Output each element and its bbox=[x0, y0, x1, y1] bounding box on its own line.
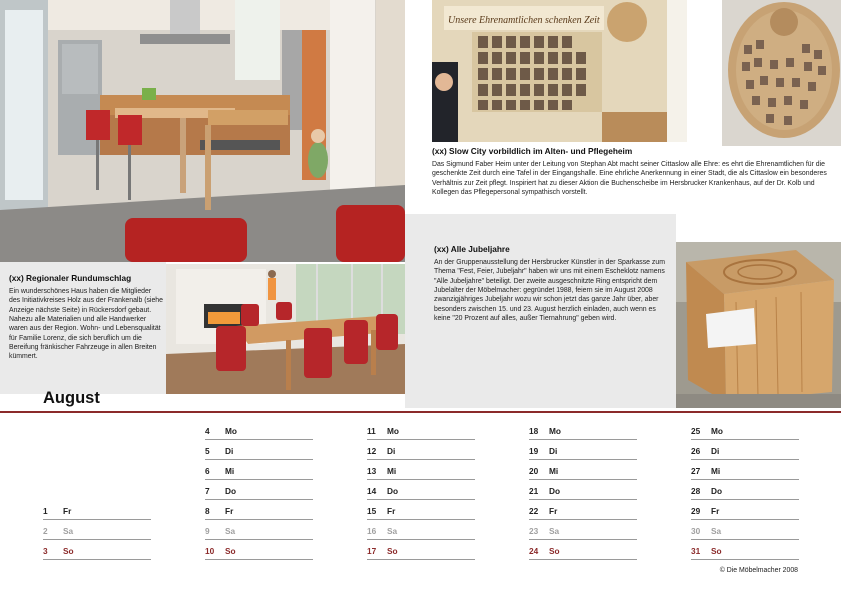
weekday-label: Fr bbox=[63, 506, 72, 516]
weekday-label: Do bbox=[387, 486, 399, 496]
day-number: 7 bbox=[205, 486, 210, 496]
calendar-day bbox=[205, 440, 313, 460]
day-number: 5 bbox=[205, 446, 210, 456]
weekday-label: Sa bbox=[711, 526, 722, 536]
day-number: 22 bbox=[529, 506, 539, 516]
day-number: 30 bbox=[691, 526, 701, 536]
article-body: An der Gruppenausstellung der Hersbrucker Künstler in der Sparkasse zum Thema "Fest, Feier, Jubeljahr" haben wir uns mit einem Escheklotz namens "Alle Jubeljahre" beteiligt. Der zweite ausgeschnitzte Ring entspricht dem Jubelalter der Möbelmacher: gegründet 1988, feiern sie im August 2008 zwanzigjähriges Jubeljahr wozu wir schon jetzt das ganze Jahr über, aber besonders zwischen 15. und 23. August herzlich einladen, auch wenn es keine "20 Prozent auf alles, außer Tiernahrung" geben wird. bbox=[434, 259, 665, 322]
weekday-label: Mo bbox=[387, 426, 399, 436]
day-number: 25 bbox=[691, 426, 701, 436]
copyright-text: © Die Möbelmacher 2008 bbox=[719, 567, 798, 574]
weekday-label: Mi bbox=[225, 466, 235, 476]
weekday-label: Di bbox=[549, 446, 558, 456]
article-jubeljahre bbox=[434, 244, 672, 323]
calendar-day bbox=[205, 540, 313, 560]
day-number: 23 bbox=[529, 526, 539, 536]
day-number: 14 bbox=[367, 486, 377, 496]
day-number: 26 bbox=[691, 446, 701, 456]
day-number: 9 bbox=[205, 526, 210, 536]
calendar-day bbox=[205, 460, 313, 480]
calendar-day bbox=[529, 480, 637, 500]
article-body: Ein wunderschönes Haus haben die Mitglieder des Initiativkreises Holz aus der Frankenalb (siehe Anzeige nächste Seite) in Rückersdorf gebaut. Nahezu alle Materialien und alle Handwerker waren aus der Region. Wohn- und Lebensqualität für Familie Lorenz, die sich beruflich um die Bereifung fränkischer Fahrzeuge in allen Breiten kümmert. bbox=[9, 288, 163, 361]
calendar-day bbox=[691, 420, 799, 440]
calendar-day bbox=[691, 480, 799, 500]
calendar-day bbox=[691, 440, 799, 460]
calendar-day bbox=[691, 500, 799, 520]
day-number: 21 bbox=[529, 486, 539, 496]
weekday-label: Mi bbox=[387, 466, 397, 476]
calendar-day bbox=[367, 500, 475, 520]
kitchen-photo bbox=[0, 0, 405, 262]
calendar-day bbox=[691, 540, 799, 560]
calendar-day bbox=[205, 420, 313, 440]
wood-block-photo bbox=[676, 242, 841, 408]
calendar-day bbox=[529, 500, 637, 520]
day-number: 18 bbox=[529, 426, 539, 436]
article-title: (xx) Alle Jubeljahre bbox=[434, 244, 510, 254]
day-number: 13 bbox=[367, 466, 377, 476]
day-number: 10 bbox=[205, 546, 215, 556]
day-number: 3 bbox=[43, 546, 48, 556]
weekday-label: Sa bbox=[63, 526, 74, 536]
calendar-day bbox=[529, 540, 637, 560]
calendar-day bbox=[529, 420, 637, 440]
weekday-label: Fr bbox=[711, 506, 720, 516]
day-number: 8 bbox=[205, 506, 210, 516]
board-sign-text: Unsere Ehrenamtlichen schenken Zeit bbox=[448, 15, 600, 26]
calendar-day bbox=[529, 440, 637, 460]
calendar-day bbox=[367, 460, 475, 480]
day-number: 27 bbox=[691, 466, 701, 476]
weekday-label: So bbox=[63, 546, 74, 556]
calendar-day bbox=[43, 540, 151, 560]
month-title: August bbox=[43, 389, 100, 407]
calendar-day bbox=[691, 460, 799, 480]
day-number: 11 bbox=[367, 426, 376, 436]
calendar-day bbox=[43, 520, 151, 540]
day-number: 1 bbox=[43, 506, 48, 516]
calendar-day bbox=[367, 420, 475, 440]
day-number: 28 bbox=[691, 486, 701, 496]
weekday-label: So bbox=[387, 546, 398, 556]
day-number: 19 bbox=[529, 446, 539, 456]
calendar-day bbox=[205, 520, 313, 540]
weekday-label: Sa bbox=[549, 526, 560, 536]
calendar-day bbox=[367, 480, 475, 500]
weekday-label: So bbox=[549, 546, 560, 556]
weekday-label: Sa bbox=[387, 526, 398, 536]
clock-disc-photo bbox=[722, 0, 841, 146]
calendar-day bbox=[367, 440, 475, 460]
calendar-day bbox=[367, 540, 475, 560]
calendar-day bbox=[205, 500, 313, 520]
calendar-day bbox=[691, 520, 799, 540]
article-title: (xx) Regionaler Rundumschlag bbox=[9, 273, 132, 283]
calendar-day bbox=[43, 500, 151, 520]
weekday-label: Sa bbox=[225, 526, 236, 536]
weekday-label: Di bbox=[225, 446, 234, 456]
weekday-label: Mo bbox=[711, 426, 723, 436]
day-number: 24 bbox=[529, 546, 539, 556]
day-number: 12 bbox=[367, 446, 377, 456]
day-number: 15 bbox=[367, 506, 377, 516]
weekday-label: Mi bbox=[549, 466, 559, 476]
day-number: 31 bbox=[691, 546, 701, 556]
day-number: 20 bbox=[529, 466, 539, 476]
dining-room-photo bbox=[166, 264, 405, 394]
weekday-label: Fr bbox=[225, 506, 234, 516]
weekday-label: Fr bbox=[549, 506, 558, 516]
weekday-label: Di bbox=[711, 446, 720, 456]
weekday-label: Do bbox=[711, 486, 723, 496]
calendar-day bbox=[205, 480, 313, 500]
weekday-label: Do bbox=[225, 486, 237, 496]
day-number: 29 bbox=[691, 506, 701, 516]
weekday-label: Di bbox=[387, 446, 396, 456]
weekday-label: So bbox=[711, 546, 722, 556]
article-rundumschlag bbox=[9, 273, 163, 362]
article-title: (xx) Slow City vorbildlich im Alten- und Pflegeheim bbox=[432, 146, 633, 156]
weekday-label: Mo bbox=[549, 426, 561, 436]
day-number: 4 bbox=[205, 426, 210, 436]
weekday-label: Fr bbox=[387, 506, 396, 516]
weekday-label: Mi bbox=[711, 466, 721, 476]
article-body: Das Sigmund Faber Heim unter der Leitung von Stephan Abt macht seiner Cittaslow alle Ehre: es ehrt die Ehrenamtlichen für die geschenkte Zeit durch eine Tafel in der Eingangshalle. Eine ehrliche Anerkennung in einer Stadt, die als Cittaslow ein besonderes Verhältnis zur Zeit pflegt. Inspiriert hat zu dieser Aktion die Buchenscheibe im Hersbrucker Krankenhaus, auf der Dr. Kolb und Kollegen das Pflegepersonal sympathisch vorstellt. bbox=[432, 161, 827, 196]
calendar-day bbox=[529, 520, 637, 540]
day-number: 6 bbox=[205, 466, 210, 476]
calendar-day bbox=[367, 520, 475, 540]
weekday-label: Do bbox=[549, 486, 561, 496]
day-number: 16 bbox=[367, 526, 377, 536]
divider-line bbox=[0, 411, 841, 413]
weekday-label: Mo bbox=[225, 426, 237, 436]
honor-board-photo bbox=[432, 0, 687, 142]
day-number: 2 bbox=[43, 526, 48, 536]
calendar-day bbox=[529, 460, 637, 480]
day-number: 17 bbox=[367, 546, 377, 556]
weekday-label: So bbox=[225, 546, 236, 556]
article-slow-city bbox=[432, 146, 837, 197]
